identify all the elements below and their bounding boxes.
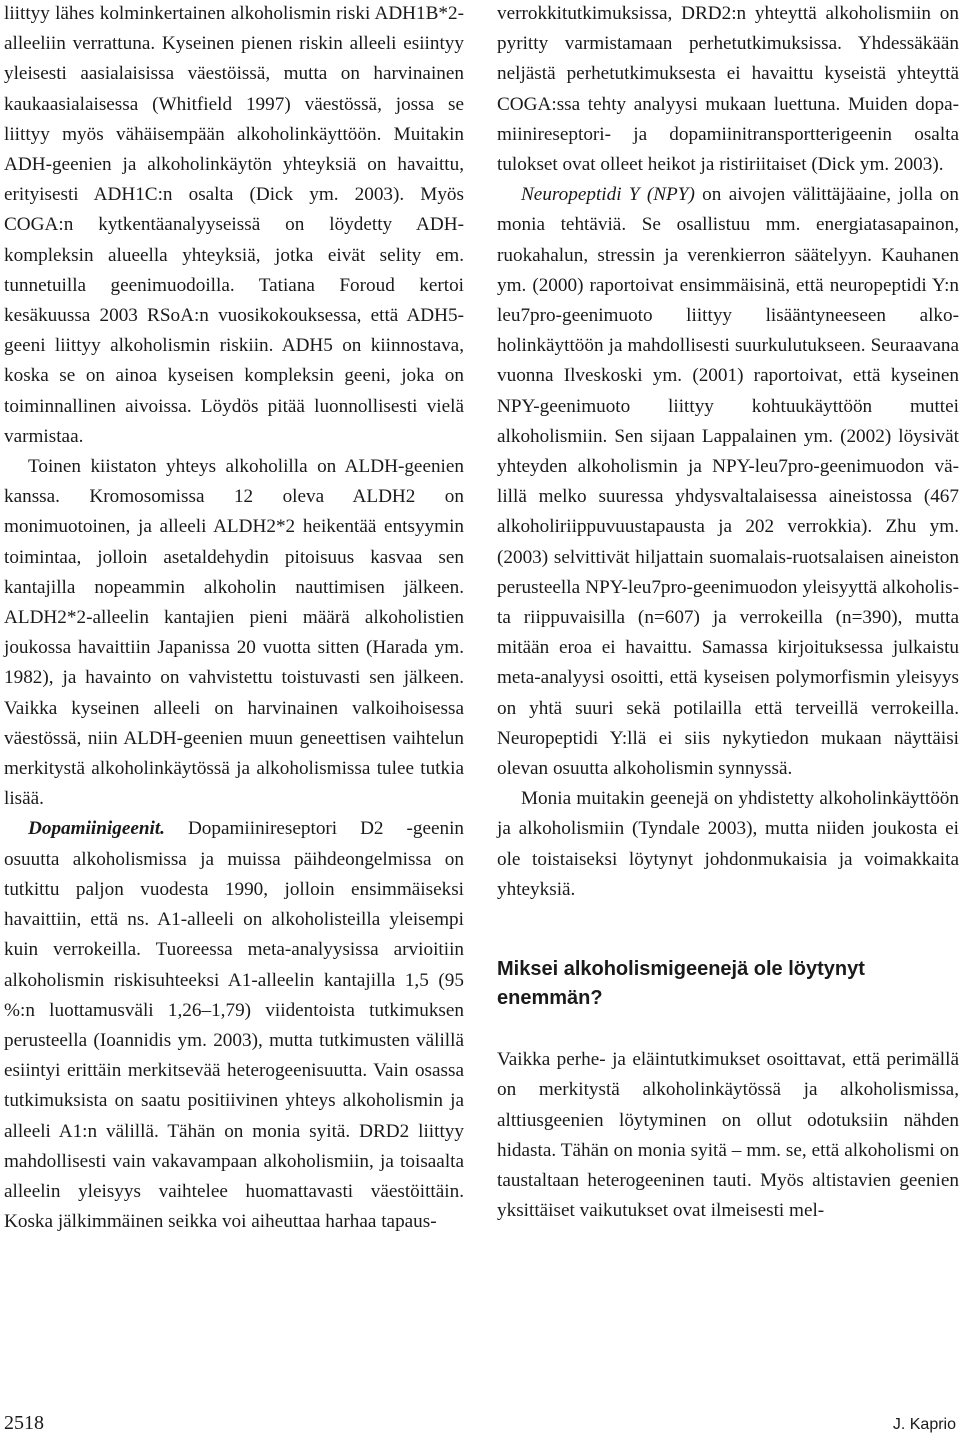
runin-heading-npy: Neuropeptidi Y (NPY) — [521, 184, 695, 206]
paragraph-npy-body: on aivojen välittäjäaine, jolla on monia tehtäviä. Se osallistuu mm. energiatasapainon, ruokahalun, stressin ja verenkierron säätelyyn. Kauhanen ym. (2000) raportoivat ensimmäisinä, että neuropeptidi Y:n leu7pro-geenimuoto liittyy lisääntyneeseen alkoholinkäyttöön ja mahdollisesti suurkulutukseen. Seuraavana vuonna Ilveskoski ym. (2001) raportoivat, että kyseinen NPY-geenimuoto liittyy kohtuukäyttöön muttei alkoholismiin. Sen sijaan Lappalainen ym. (2002) löysivät yhteyden alkoholismin ja NPY-leu7pro-geenimuodon välillä melko suuressa yhdysvaltalaisessa aineistossa (467 alkoholiriippuvuustapausta ja 202 verrokkia). Zhu ym. (2003) selvittivät hiljattain suomalais-ruotsalaisen aineiston perusteella NPY-leu7pro-geenimuodon yleisyyttä alkoholista riippuvaisilla (n=607) ja verrokeilla (n=390), mutta mitään eroa ei havaittu. Samassa kirjoituksessa julkaistu meta-analyysi osoitti, että kyseisen polymorfismin yleisyys on yhtä suuri sekä potilailla että terveillä verrokeilla. Neuropeptidi Y:llä ei siis nykytiedon mukaan näyttäisi olevan osuutta alkoholismin synnyssä. — [497, 184, 959, 780]
paragraph-dopamine-body: Dopamiinireseptori D2 -geenin osuutta alkoholismissa ja muissa päihdeongelmissa on tutkittu paljon vuodesta 1990, jolloin ensimmäiseksi havaittiin, että ns. A1-alleeli on alkoholisteilla yleisempi kuin verrokeilla. Tuoreessa meta-analyysissa arvioitiin alkoholismin riskisuhteeksi A1-alleelin kantajilla 1,5 (95 %:n luottamusväli 1,26–1,79) viidentoista tutkimuksen perusteella (Ioannidis ym. 2003), mutta tutkimusten välillä esiintyi erittäin merkitsevää heterogeenisuutta. Vain osassa tutkimuksista on saatu positiivinen yhteys alkoholismin ja alleeli A1:n välillä. Tähän on monia syitä. DRD2 liittyy mahdollisesti vain vakavampaan alkoholismiin, ja toisaalta alleelin yleisyys vaihtelee huomattavasti väestöittäin. Koska jälkimmäinen seikka voi aiheuttaa harhaa tapaus- — [4, 818, 465, 1233]
paragraph-npy — [497, 180, 959, 784]
section-heading: Miksei alkoholismigeenejä ole löytynyt enemmän? — [497, 958, 865, 1010]
runin-heading-dopamine: Dopamiinigeenit. — [28, 818, 165, 840]
paragraph-adh-genes: liittyy lähes kolminkertainen alkoholismin riski ADH1B*2-alleeliin verrattuna. Kyseinen pienen riskin alleeli esiintyy yleisesti aasialaisissa väestöissä, mutta on harvinainen kaukaasialaisessa (Whitfield 1997) väestössä, jossa se liittyy myös vähäisempään alkoholinkäyttöön. Muitakin ADH-geenien ja alkoholinkäytön yhteyksiä on havaittu, erityisesti ADH1C:n osalta (Dick ym. 2003). Myös COGA:n kytkentäanalyyseissä on löydetty ADH-kompleksin alueella yhteyksiä, jotka eivät selity em. tunnetuilla geenimuodoilla. Tatiana Foroud kertoi kesäkuussa 2003 RSoA:n vuosikokouksessa, että ADH5-geeni liittyy alkoholismin riskiin. ADH5 on kiinnostava, koska se on ainoa kyseisen kompleksin geeni, joka on toiminnallinen aivoissa. Löydös pitää luonnollisesti vielä varmistaa. — [4, 3, 464, 447]
left-text-column — [4, 0, 464, 1237]
footer-author: J. Kaprio — [892, 1416, 956, 1433]
paragraph-dopamine-genes — [4, 814, 464, 1237]
paragraph-drd2-continued: verrokkitutkimuksissa, DRD2:n yhteyttä alkoholismiin on pyritty varmistamaan perhetutkimuksissa. Yhdessäkään neljästä perhetutkimuksesta ei havaittu kyseistä yhteyttä COGA:ssa tehty analyysi mukaan luettuna. Muiden dopamiinireseptori- ja dopamiinitransportterigeenin osalta tulokset ovat olleet heikot ja ristiriitaiset (Dick ym. 2003). — [497, 3, 959, 176]
paragraph-aldh-genes: Toinen kiistaton yhteys alkoholilla on ALDH-geenien kanssa. Kromosomissa 12 oleva ALDH2 on monimuotoinen, ja alleeli ALDH2*2 heikentää entsyymin toimintaa, jolloin asetaldehydin pitoisuus kasvaa sen kantajilla nopeammin alkoholin nauttimisen jälkeen. ALDH2*2-alleelin kantajien pieni määrä alkoholistien joukossa havaittiin Japanissa 20 vuotta sitten (Harada ym. 1982), ja havainto on vahvistettu toistuvasti sen jälkeen. Vaikka kyseinen alleeli on harvinainen valkoihoisessa väestössä, niin ALDH-geenien muun geneettisen vaihtelun merkitystä alkoholinkäytössä ja alkoholismissa tulee tutkia lisää. — [4, 456, 464, 810]
page-number: 2518 — [4, 1412, 44, 1434]
right-text-column — [497, 0, 959, 1226]
paragraph-other-genes: Monia muitakin geenejä on yhdistetty alkoholinkäyttöön ja alkoholismiin (Tyndale 2003), mutta niiden joukosta ei ole toistaiseksi löytynyt johdonmukaisia ja voimakkaita yhteyksiä. — [497, 788, 959, 900]
paragraph-why-not-found: Vaikka perhe- ja eläintutkimukset osoittavat, että perimällä on merkitystä alkoholinkäytössä ja alkoholismissa, alttiusgeenien löytyminen on ollut odotuksiin nähden hidasta. Tähän on monia syitä – mm. se, että alkoholismi on taustaltaan heterogeeninen tauti. Myös altistavien geenien yksittäiset vaikutukset ovat ilmeisesti mel- — [497, 1049, 959, 1222]
